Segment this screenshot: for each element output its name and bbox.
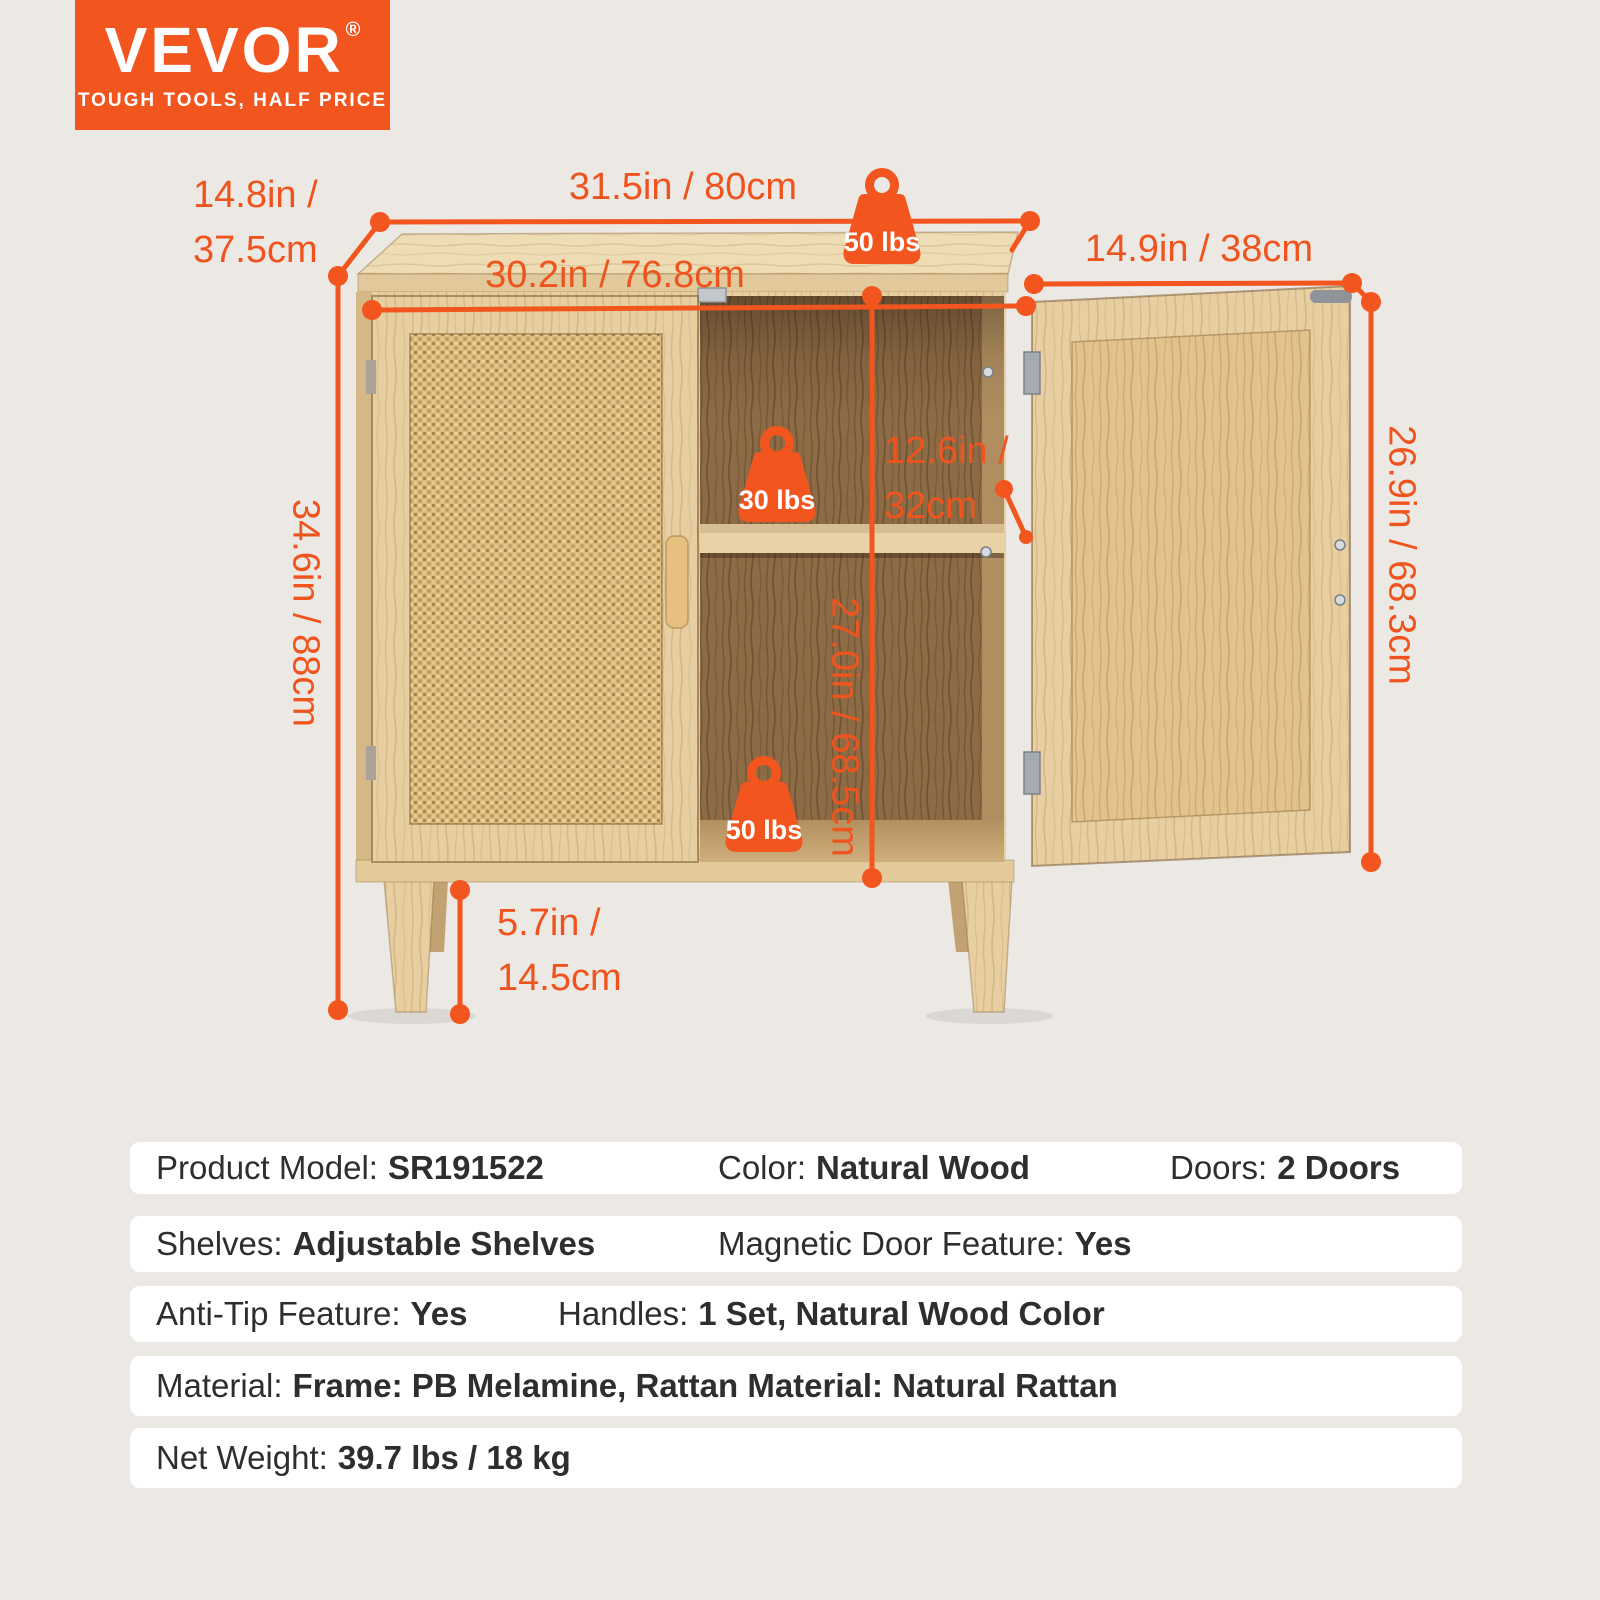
dim-leg-height-line2: 14.5cm (497, 957, 622, 1000)
spec-doors (1170, 1142, 1400, 1194)
dim-shelf-clearance-line2: 32cm (884, 485, 977, 528)
spec-shelves (156, 1216, 595, 1272)
cabinet-legs (384, 880, 1012, 1012)
screw (981, 547, 991, 557)
anti-tip-bracket (1310, 290, 1352, 303)
spec-label: Anti-Tip Feature: (156, 1295, 401, 1332)
spec-anti-tip (156, 1286, 467, 1342)
spec-value: 39.7 lbs / 18 kg (337, 1439, 571, 1476)
weight-badge-shelf (727, 424, 827, 528)
spec-row-material (130, 1356, 1462, 1416)
weight-badge-bottom (714, 754, 814, 858)
dim-depth (193, 168, 318, 278)
hinge (366, 360, 376, 394)
spec-label: Product Model: (156, 1149, 378, 1186)
weight-badge-label: 50 lbs (843, 227, 921, 257)
spec-row-shelves-magnetic (130, 1216, 1462, 1272)
dim-leg-height-line1: 5.7in / (497, 902, 601, 944)
spec-label: Magnetic Door Feature: (718, 1225, 1065, 1262)
spec-value: Yes (410, 1295, 468, 1332)
spec-row-model-color-doors (130, 1142, 1462, 1194)
spec-label: Color: (718, 1149, 807, 1186)
rattan-panel (410, 334, 662, 824)
spec-net-weight (156, 1428, 571, 1488)
spec-value: Yes (1074, 1225, 1132, 1262)
dim-depth-line1: 14.8in / (193, 174, 318, 216)
dim-door-width: 14.9in / 38cm (1084, 228, 1314, 270)
hinge (1024, 352, 1040, 394)
spec-row-net-weight (130, 1428, 1462, 1488)
door-handle (666, 536, 688, 628)
brand-name: VEVOR (104, 14, 344, 86)
screw (1335, 540, 1345, 550)
spec-label: Handles: (558, 1295, 689, 1332)
dim-depth-line2: 37.5cm (193, 229, 318, 272)
dim-shelf-clearance (884, 424, 1009, 534)
spec-value: SR191522 (387, 1149, 544, 1186)
weight-badge-label: 50 lbs (725, 815, 803, 845)
dim-leg-height (497, 896, 622, 1006)
spec-value: 1 Set, Natural Wood Color (698, 1295, 1105, 1332)
spec-product-model (156, 1142, 544, 1194)
screw (1335, 595, 1345, 605)
spec-label: Shelves: (156, 1225, 283, 1262)
left-door (366, 296, 698, 862)
dim-inner-width: 30.2in / 76.8cm (485, 254, 745, 296)
registered-mark: ® (345, 19, 361, 41)
spec-label: Doors: (1170, 1149, 1268, 1186)
hinge (366, 746, 376, 780)
dim-inner-height: 27.0in / 68.5cm (823, 597, 866, 857)
spec-row-antitip-handles (130, 1286, 1462, 1342)
right-door-open (1024, 286, 1352, 866)
brand-tagline: TOUGH TOOLS, HALF PRICE (77, 90, 388, 111)
dim-door-height: 26.9in / 68.3cm (1380, 425, 1423, 685)
spec-value: Adjustable Shelves (292, 1225, 596, 1262)
spec-magnetic-door (718, 1216, 1132, 1272)
dim-overall-height: 34.6in / 88cm (284, 498, 327, 728)
spec-value: 2 Doors (1277, 1149, 1401, 1186)
weight-badge-label: 30 lbs (738, 485, 816, 515)
spec-label: Net Weight: (156, 1439, 328, 1476)
dim-overall-width: 31.5in / 80cm (568, 166, 798, 208)
spec-value: Frame: PB Melamine, Rattan Material: Natural Rattan (292, 1367, 1118, 1404)
spec-color (718, 1142, 1030, 1194)
screw (983, 367, 993, 377)
hinge (1024, 752, 1040, 794)
spec-material (156, 1356, 1118, 1416)
spec-handles (558, 1286, 1105, 1342)
spec-label: Material: (156, 1367, 283, 1404)
spec-value: Natural Wood (816, 1149, 1030, 1186)
dim-shelf-clearance-line1: 12.6in / (884, 430, 1009, 472)
